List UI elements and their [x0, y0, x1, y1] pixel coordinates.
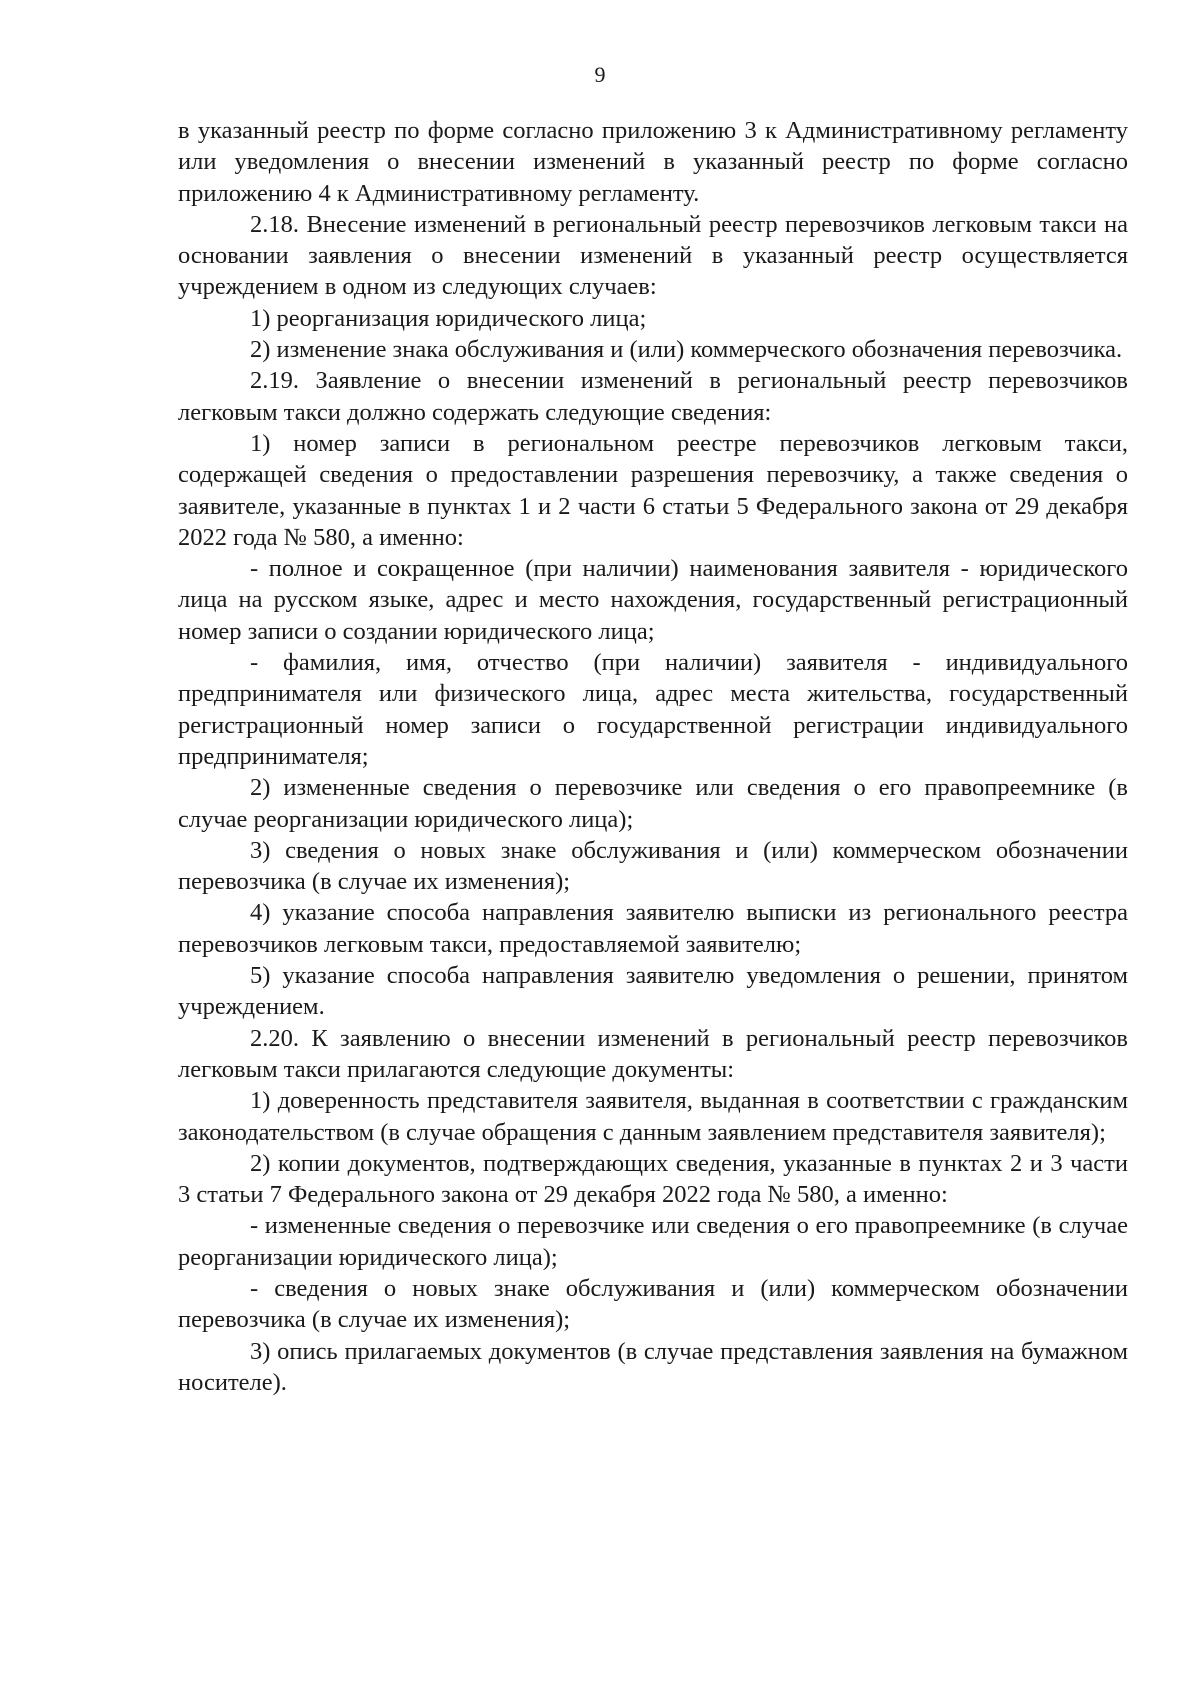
paragraph: - измененные сведения о перевозчике или сведения о его правопреемнике (в случае реорганизации юридического лица); [178, 1212, 1128, 1271]
paragraph: - фамилия, имя, отчество (при наличии) заявителя - индивидуального предпринимателя или физического лица, адрес места жительства, государственный регистрационный номер записи о государственной регистрации индивидуального предпринимателя; [178, 649, 1128, 770]
paragraph: в указанный реестр по форме согласно приложению 3 к Административному регламенту или уведомления о внесении изменений в указанный реестр по форме согласно приложению 4 к Административному регламенту. [178, 117, 1128, 207]
paragraph: 4) указание способа направления заявителю выписки из регионального реестра перевозчиков легковым такси, предоставляемой заявителю; [178, 899, 1128, 958]
paragraph: - полное и сокращенное (при наличии) наименования заявителя - юридического лица на русском языке, адрес и место нахождения, государственный регистрационный номер записи о создании юридического лица; [178, 555, 1128, 645]
paragraph: 5) указание способа направления заявителю уведомления о решении, принятом учреждением. [178, 962, 1128, 1021]
paragraph: 1) номер записи в региональном реестре перевозчиков легковым такси, содержащей сведения о предоставлении разрешения перевозчику, а также сведения о заявителе, указанные в пунктах 1 и 2 части 6 статьи 5 Федерального закона от 29 декабря 2022 года № 580, а именно: [178, 429, 1128, 551]
paragraph: 2.19. Заявление о внесении изменений в региональный реестр перевозчиков легковым такси должно содержать следующие сведения: [178, 367, 1128, 426]
document-body [178, 115, 1128, 1398]
paragraph: 3) сведения о новых знаке обслуживания и (или) коммерческом обозначении перевозчика (в случае их изменения); [178, 836, 1128, 896]
paragraph: 1) реорганизация юридического лица; [250, 304, 647, 332]
paragraph: 2) изменение знака обслуживания и (или) коммерческого обозначения перевозчика. [250, 336, 1123, 364]
paragraph: 3) опись прилагаемых документов (в случае представления заявления на бумажном носителе). [178, 1337, 1128, 1396]
paragraph: 1) доверенность представителя заявителя, выданная в соответствии с гражданским законодательством (в случае обращения с данным заявлением представителя заявителя); [178, 1087, 1128, 1146]
page-number: 9 [594, 62, 606, 87]
paragraph: 2) копии документов, подтверждающих сведения, указанные в пунктах 2 и 3 части 3 статьи 7 Федерального закона от 29 декабря 2022 года № 580, а именно: [178, 1149, 1128, 1209]
paragraph: - сведения о новых знаке обслуживания и (или) коммерческом обозначении перевозчика (в случае их изменения); [178, 1274, 1128, 1334]
paragraph: 2.18. Внесение изменений в региональный реестр перевозчиков легковым такси на основании заявления о внесении изменений в указанный реестр осуществляется учреждением в одном из следующих случаев: [178, 210, 1128, 301]
paragraph: 2.20. К заявлению о внесении изменений в региональный реестр перевозчиков легковым такси прилагаются следующие документы: [178, 1024, 1128, 1083]
paragraph: 2) измененные сведения о перевозчике или сведения о его правопреемнике (в случае реорганизации юридического лица); [178, 774, 1128, 833]
